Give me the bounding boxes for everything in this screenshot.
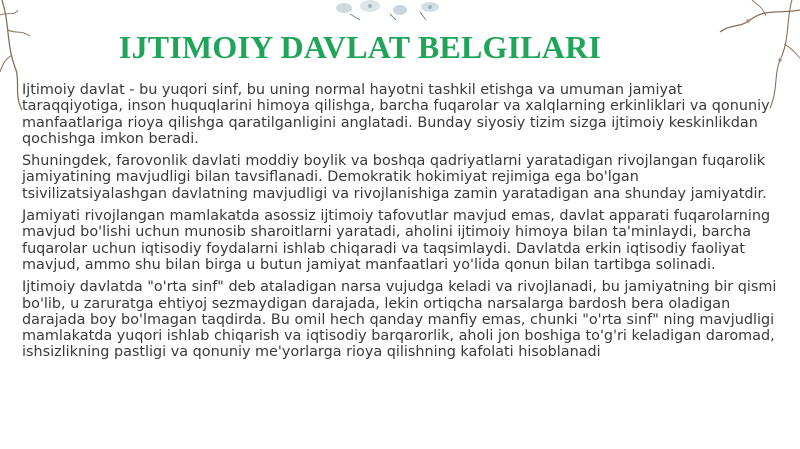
paragraph: Shuningdek, farovonlik davlati moddiy boylik va boshqa qadriyatlarni yaratadigan rivojlangan fuqarolik jamiyatining mavjudligi bilan tavsiflanadi. Demokratik hokimiyat rejimiga ega bo'lgan tsivilizatsiyalashgan davlatning mavjudligi va rivojlanishiga zamin yaratadigan ana shunday jamiyatdir.: [22, 153, 767, 202]
flowers-top-icon: [330, 0, 460, 22]
paragraph: Jamiyati rivojlangan mamlakatda asossiz ijtimoiy tafovutlar mavjud emas, davlat apparati fuqarolarning mavjud bo'lishi uchun munosib sharoitlarni yaratadi, aholini ijtimoiy himoya bilan ta'minlaydi, barcha fuqarolar uchun iqtisodiy foydalarni ishlab chiqaradi va taqsimlaydi. Davlatda erkin iqtisodiy faoliyat mavjud, ammo shu bilan birga u butun jamiyat manfaatlari yo'lida qonun bilan tartibga solinadi.: [22, 208, 771, 273]
slide-title: IJTIMOIY DAVLAT BELGILARI: [118, 29, 602, 65]
slide-body: [22, 82, 784, 367]
paragraph: Ijtimoiy davlatda "o'rta sinf" deb ataladigan narsa vujudga keladi va rivojlanadi, bu jamiyatning bir qismi bo'lib, u zaruratga ehtiyoj sezmaydigan darajada, lekin ortiqcha narsalarga bardosh bera oladigan darajada boy bo'lmagan taqdirda. Bu omil hech qanday manfiy emas, chunki "o'rta sinf" ning mavjudligi mamlakatda yuqori ishlab chiqarish va iqtisodiy barqarorlik, aholi jon boshiga to'g'ri keladigan daromad, ishsizlikning pastligi va qonuniy me'yorlarga rioya qilishning kafolati hisoblanadi: [22, 279, 777, 361]
paragraph: Ijtimoiy davlat - bu yuqori sinf, bu uning normal hayotni tashkil etishga va umuman jamiyat taraqqiyotiga, inson huquqlarini himoya qilishga, barcha fuqarolar va xalqlarning erkinliklari va qonuniy manfaatlariga rioya qilishga qaratilganligini anglatadi. Bunday siyosiy tizim sizga ijtimoiy keskinlikdan qochishga imkon beradi.: [22, 82, 770, 147]
